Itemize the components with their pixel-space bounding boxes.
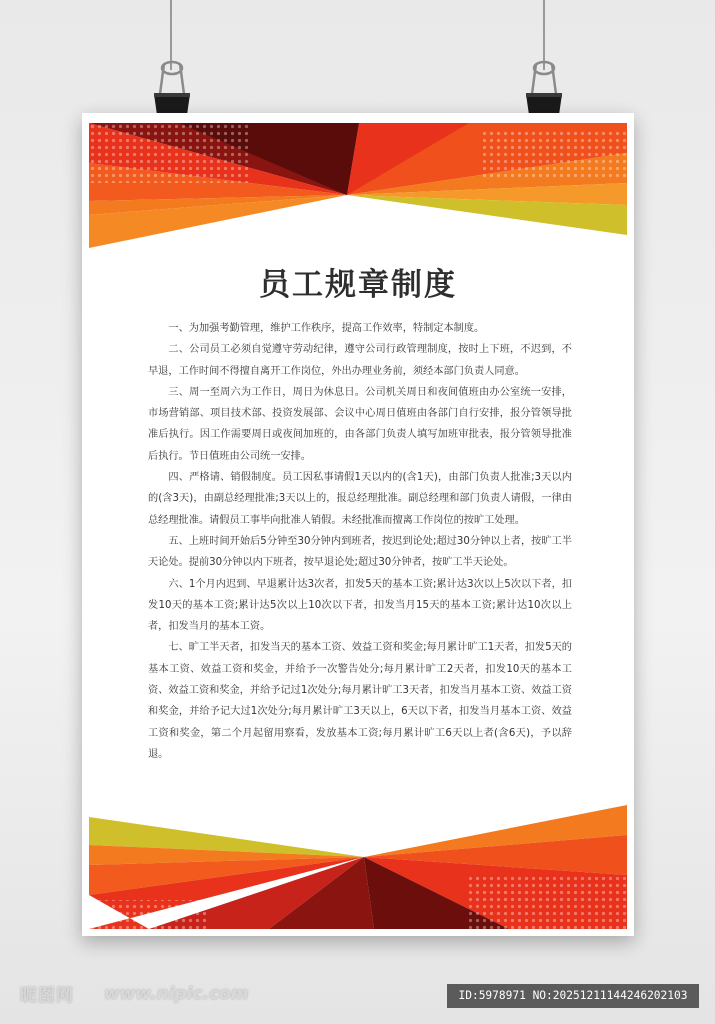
regulation-paragraph-3: 三、周一至周六为工作日，周日为休息日。公司机关周日和夜间值班由办公室统一安排，市场营销部、项目技术部、投资发展部、会议中心周日值班由各部门自行安排，报分管领导批准后执行。因工作需要周日或夜间加班的，由各部门负责人填写加班审批表，报分管领导批准后执行。节日值班由公司统一安排。 bbox=[148, 386, 572, 462]
poster bbox=[82, 113, 634, 936]
page-title: 员工规章制度 bbox=[259, 267, 457, 303]
regulation-paragraph-1: 一、为加强考勤管理，维护工作秩序，提高工作效率，特制定本制度。 bbox=[168, 323, 485, 334]
regulation-paragraph-7: 七、旷工半天者，扣发当天的基本工资、效益工资和奖金;每月累计旷工1天者，扣发5天的基本工资、效益工资和奖金，并给予一次警告处分;每月累计旷工2天者，扣发10天的基本工资、效益工资和奖金，并给予记过1次处分;每月累计旷工3天者，扣发当月基本工资、效益工资和奖金，并给予记大过1次处分;每月累计旷工3天以上，6天以下者，扣发当月基本工资、效益工资和奖金，第二个月起留用察看，发放基本工资;每月累计旷工6天以上者(含6天)，予以辞退。 bbox=[148, 642, 572, 760]
watermark-site: www.nipic.com bbox=[104, 984, 249, 1004]
bottom-decorative-rays bbox=[89, 805, 627, 929]
top-decorative-rays bbox=[89, 123, 627, 248]
regulation-paragraph-6: 六、1个月内迟到、早退累计达3次者，扣发5天的基本工资;累计达3次以上5次以下者，扣发10天的基本工资;累计达5次以上10次以下者，扣发当月15天的基本工资;累计达10次以上者，扣发当月的基本工资。 bbox=[148, 578, 572, 633]
watermark-id: ID:5978971 NO:20251211144246202103 bbox=[447, 984, 699, 1008]
regulation-paragraph-5: 五、上班时间开始后5分钟至30分钟内到班者，按迟到论处;超过30分钟以上者，按旷工半天论处。提前30分钟以内下班者，按早退论处;超过30分钟者，按旷工半天论处。 bbox=[148, 535, 572, 569]
regulations-body bbox=[148, 318, 572, 765]
regulation-paragraph-2: 二、公司员工必须自觉遵守劳动纪律，遵守公司行政管理制度，按时上下班，不迟到，不早退，工作时间不得擅自离开工作岗位，外出办理业务前，须经本部门负责人同意。 bbox=[148, 344, 572, 377]
regulation-paragraph-4: 四、严格请、销假制度。员工因私事请假1天以内的(含1天)，由部门负责人批准;3天以内的(含3天)，由副总经理批准;3天以上的，报总经理批准。副总经理和部门负责人请假，一律由总经理批准。请假员工事毕向批准人销假。未经批准而擅离工作岗位的按旷工处理。 bbox=[148, 472, 572, 526]
watermark-logo: 昵图网 bbox=[20, 986, 74, 1006]
